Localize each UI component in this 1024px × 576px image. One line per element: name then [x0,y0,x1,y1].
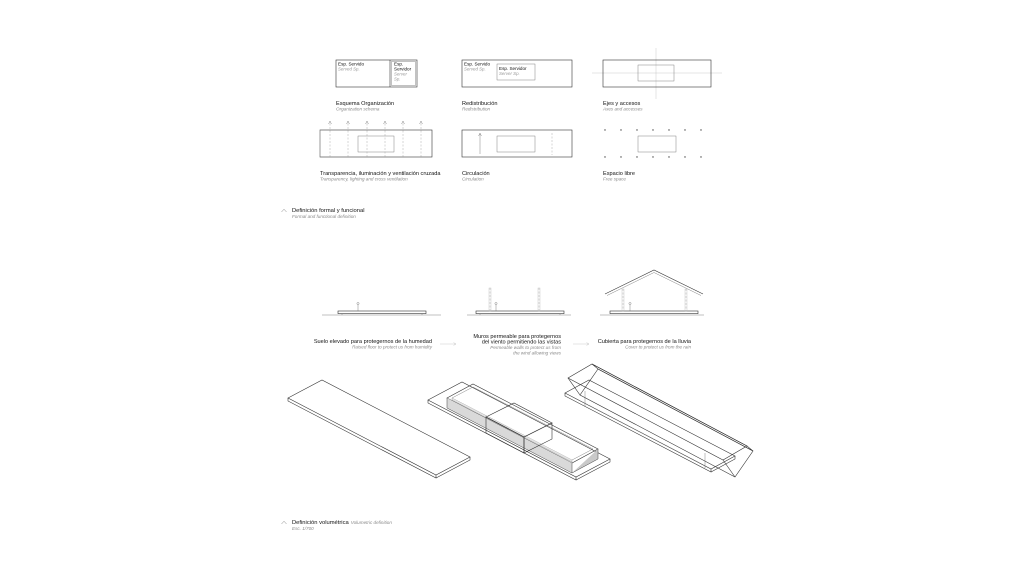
roof-plane-left [568,364,747,460]
permeable-walls-caption-sub-1: Permeable walls to protect us from [490,345,561,350]
section-heading-formal [282,208,365,219]
server-space-sublabel-2: Sp. [394,76,401,82]
circulation-diagram [462,130,572,182]
served-space-label: Esp. Servido [464,61,491,67]
raised-floor-caption: Suelo elevado para protegernos de la humedad [313,339,432,345]
raised-floor-section [322,302,441,315]
organization-caption: Esquema Organización [336,101,395,107]
raised-floor-slab [338,311,426,314]
person-figure [495,302,497,311]
core-box [358,136,394,152]
free-space-diagram [603,129,702,181]
permeable-walls-caption-1: Muros permeable para protegernos [473,334,561,340]
server-space-label-1: Esp. [394,61,404,67]
caret-up-icon [282,209,287,212]
raised-floor-slab [476,311,564,314]
served-space-label: Esp. Servido [338,61,365,67]
served-space-sublabel: Served Sp. [338,66,360,72]
base-slab [565,380,735,469]
arrow-right-icon [573,343,589,346]
axes-diagram [592,48,722,112]
plan-outline [603,60,711,87]
caret-up-icon [282,521,287,524]
redistribution-diagram [462,60,572,112]
roof-section [600,270,704,315]
redistribution-caption-sub: Redistribution [462,106,491,112]
perimeter-wall-top [447,384,598,463]
perimeter-wall-face [447,398,572,473]
transparency-caption: Transparencia, iluminación y ventilación cruzada [320,171,441,177]
redistribution-caption: Redistribución [462,101,498,107]
free-space-caption-sub: Free space [603,176,626,182]
axes-caption-sub: Axes and accesses [603,106,643,112]
transparency-diagram [320,121,441,182]
raised-floor-caption-sub: Raised floor to protect us from humidity [352,344,432,350]
plan-outline [320,130,432,157]
person-figure [357,302,359,311]
roof-plane-right [580,369,753,477]
organization-schema-diagram [336,60,417,112]
server-space-sublabel: Server Sp. [499,71,520,76]
roof-caption-sub: Cover to protect us from the rain [625,344,691,350]
axes-caption: Ejes y accesos [603,101,641,107]
section-heading-volumetric [282,520,393,531]
permeable-walls-caption-sub-2: the wind allowing views [513,350,561,356]
permeable-walls-section [467,288,571,315]
roof-caption: Cubierta para protegernos de la lluvia [597,339,691,345]
ventilation-arrows [329,121,423,157]
free-space-caption: Espacio libre [603,171,636,177]
section-volumetric-title-en: Volumetric definition [350,520,392,525]
plan-outline [462,130,572,157]
served-space-sublabel: Served Sp. [464,66,486,72]
section-volumetric-scale: Esc. 1/700 [292,526,314,531]
server-space-label: Esp. Servidor [499,66,527,71]
core-box [497,136,535,152]
permeable-walls-caption-2: del viento permitiendo las vistas [481,339,561,346]
raised-floor-slab [610,311,698,314]
person-figure [629,302,631,311]
server-space-label-2: Servidor [394,66,412,72]
section-formal-subtitle: Formal and functional definition [292,214,356,219]
core-box [638,136,676,152]
axonometric-floor-slab [288,380,470,478]
organization-caption-sub: Organization schema [336,106,380,112]
server-space-sublabel-1: Server [394,71,407,77]
section-formal-title: Definición formal y funcional [292,208,365,214]
transparency-caption-sub: Transparency, lighting and cross ventilation [320,176,408,182]
section-volumetric-title-es: Definición volumétrica [292,520,349,526]
pillar-dots-bottom [604,156,701,157]
arrow-right-icon [440,343,456,346]
pillar-dots-top [604,129,701,130]
circulation-caption-sub: Circulation [462,176,484,182]
circulation-caption: Circulación [462,171,490,177]
gable-roof [605,270,703,294]
